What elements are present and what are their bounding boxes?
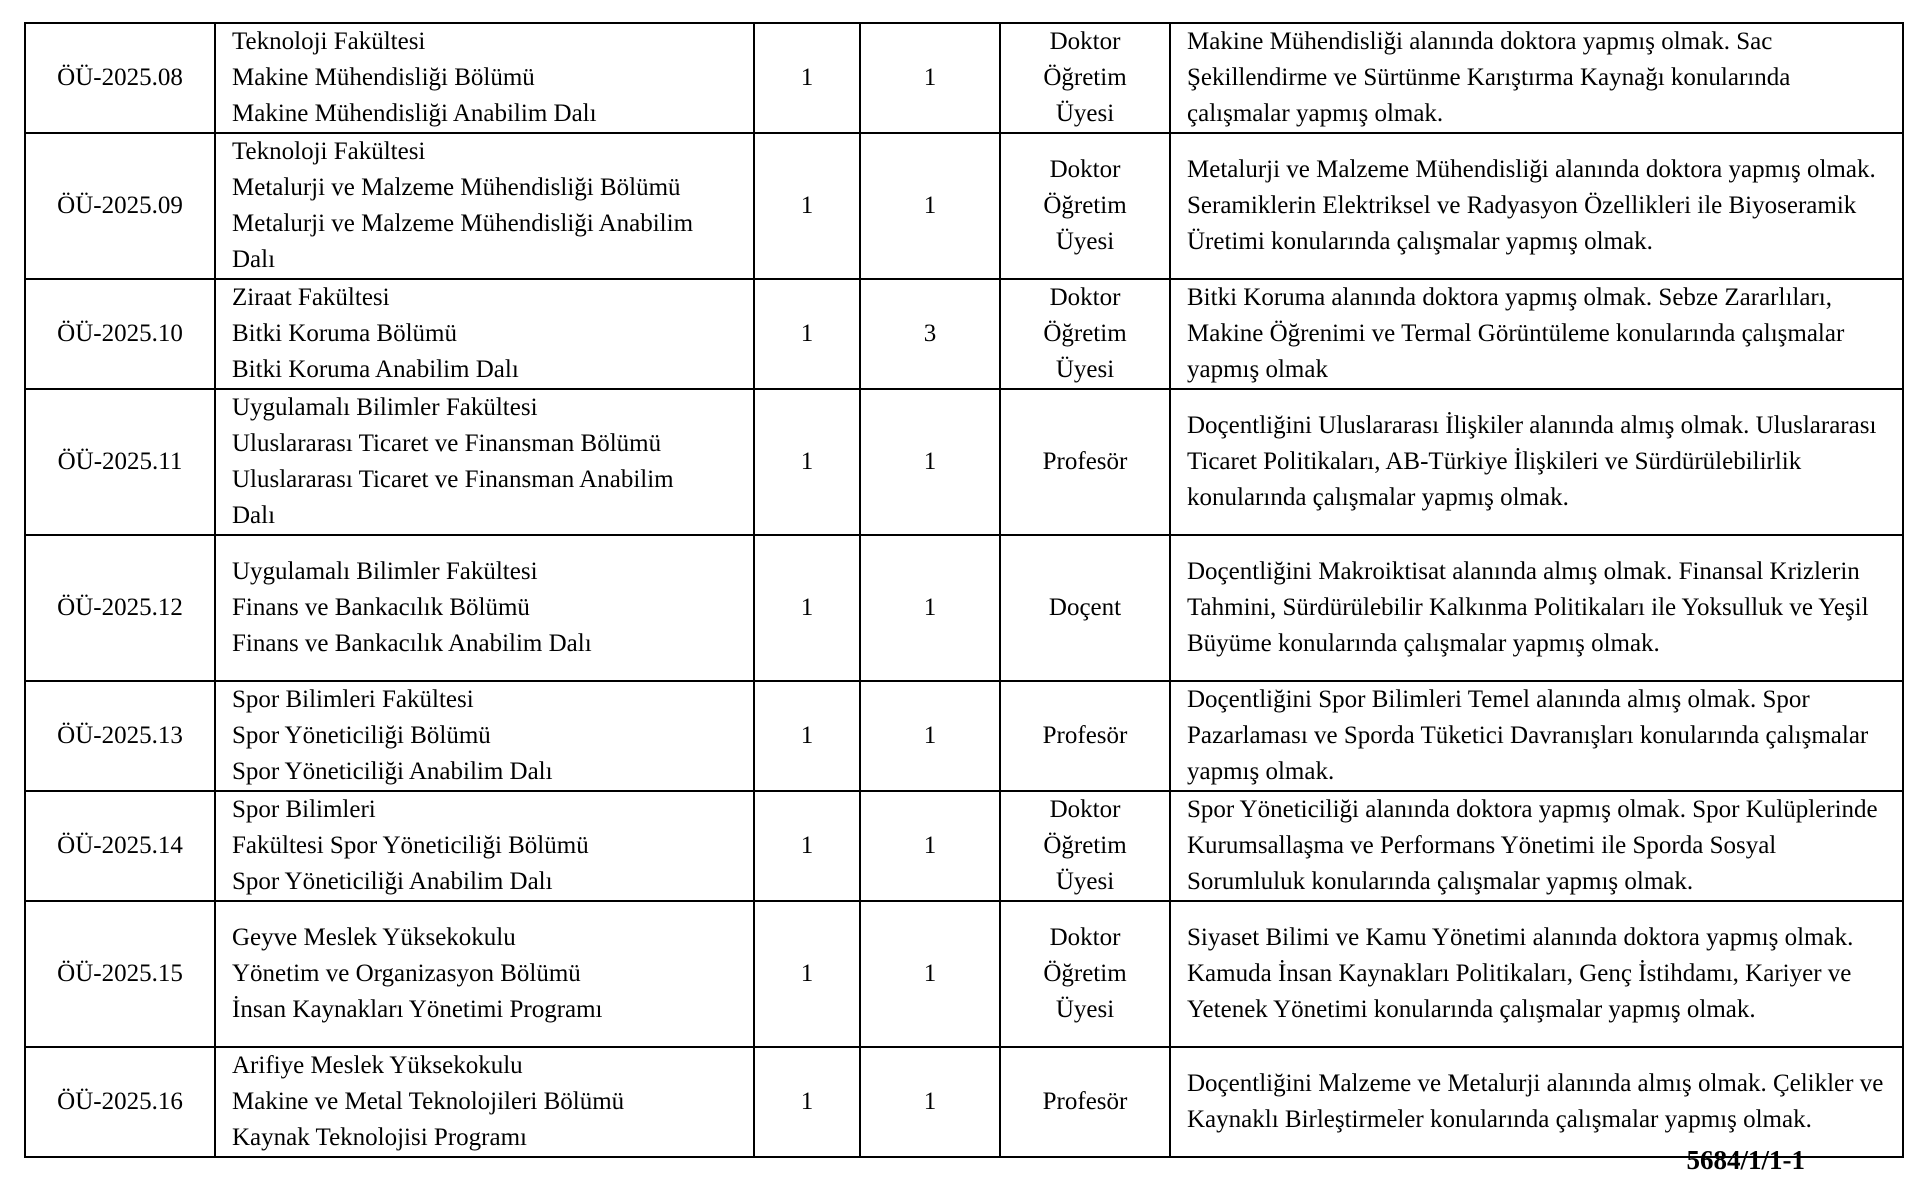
academic-unit-line: Spor Bilimleri Fakültesi	[232, 686, 474, 713]
academic-unit	[215, 791, 754, 901]
academic-unit	[215, 901, 754, 1047]
position-title	[1000, 389, 1170, 535]
academic-unit-line: Bitki Koruma Bölümü	[232, 320, 457, 347]
academic-unit	[215, 133, 754, 279]
page-number: 5684/1/1-1	[1686, 1145, 1805, 1175]
table-row	[25, 791, 1903, 901]
table-row	[25, 535, 1903, 681]
requirements	[1170, 279, 1903, 389]
academic-unit-line: Teknoloji Fakültesi	[232, 28, 426, 55]
academic-unit	[215, 23, 754, 133]
position-title	[1000, 535, 1170, 681]
academic-unit-line: Spor Yöneticiliği Bölümü	[232, 722, 491, 749]
academic-unit	[215, 1047, 754, 1157]
position-title	[1000, 279, 1170, 389]
requirements	[1170, 791, 1903, 901]
requirements-text: Doçentliğini Spor Bilimleri Temel alanında almış olmak. Spor Pazarlaması ve Sporda Tüketici Davranışları konularında çalışmalar yapmış olmak.	[1187, 686, 1869, 785]
position-count: 1	[754, 133, 860, 279]
position-degree: 1	[860, 389, 1000, 535]
requirements	[1170, 901, 1903, 1047]
position-degree: 1	[860, 1047, 1000, 1157]
position-title	[1000, 681, 1170, 791]
position-title	[1000, 791, 1170, 901]
requirements	[1170, 1047, 1903, 1157]
academic-unit-line: Arifiye Meslek Yüksekokulu	[232, 1052, 523, 1079]
position-code: ÖÜ-2025.13	[25, 681, 215, 791]
position-code: ÖÜ-2025.15	[25, 901, 215, 1047]
position-title-line: Doçent	[1048, 594, 1122, 621]
position-title-line: Profesör	[1042, 1088, 1128, 1115]
positions-table	[24, 22, 1904, 1158]
position-code: ÖÜ-2025.16	[25, 1047, 215, 1157]
table-row	[25, 23, 1903, 133]
position-title-line: Öğretim	[1043, 192, 1127, 219]
table-row	[25, 133, 1903, 279]
position-title-line: Doktor	[1049, 796, 1121, 823]
position-title-line: Öğretim	[1043, 64, 1127, 91]
academic-unit-line: Uygulamalı Bilimler Fakültesi	[232, 558, 538, 585]
table-row	[25, 389, 1903, 535]
academic-unit-line: Uluslararası Ticaret ve Finansman Anabilim	[232, 466, 674, 493]
position-code: ÖÜ-2025.11	[25, 389, 215, 535]
academic-unit-line: Spor Yöneticiliği Anabilim Dalı	[232, 758, 553, 785]
academic-unit-line: Makine ve Metal Teknolojileri Bölümü	[232, 1088, 625, 1115]
position-title-line: Doktor	[1049, 156, 1121, 183]
position-title-line: Profesör	[1042, 448, 1128, 475]
academic-unit-line: Dalı	[232, 502, 276, 529]
table-row	[25, 681, 1903, 791]
requirements-text: Bitki Koruma alanında doktora yapmış olmak. Sebze Zararlıları, Makine Öğrenimi ve Termal Görüntüleme konularında çalışmalar yapmış olmak	[1187, 284, 1845, 383]
academic-unit-line: Ziraat Fakültesi	[232, 284, 390, 311]
position-degree: 1	[860, 681, 1000, 791]
position-degree: 1	[860, 23, 1000, 133]
academic-unit-line: İnsan Kaynakları Yönetimi Programı	[232, 996, 603, 1023]
position-count: 1	[754, 535, 860, 681]
position-title	[1000, 901, 1170, 1047]
academic-unit	[215, 535, 754, 681]
position-degree: 1	[860, 535, 1000, 681]
position-title-line: Doktor	[1049, 28, 1121, 55]
requirements-text: Siyaset Bilimi ve Kamu Yönetimi alanında doktora yapmış olmak. Kamuda İnsan Kaynakları Politikaları, Genç İstihdamı, Kariyer ve Yetenek Yönetimi konularında çalışmalar yapmış olmak.	[1187, 924, 1854, 1023]
academic-unit-line: Spor Yöneticiliği Anabilim Dalı	[232, 868, 553, 895]
academic-unit-line: Finans ve Bankacılık Anabilim Dalı	[232, 630, 592, 657]
position-title-line: Doktor	[1049, 284, 1121, 311]
position-code: ÖÜ-2025.09	[25, 133, 215, 279]
position-title-line: Öğretim	[1043, 832, 1127, 859]
requirements	[1170, 133, 1903, 279]
requirements-text: Spor Yöneticiliği alanında doktora yapmış olmak. Spor Kulüplerinde Kurumsallaşma ve Performans Yönetimi ile Sporda Sosyal Sorumluluk konularında çalışmalar yapmış olmak.	[1187, 796, 1878, 895]
position-degree: 1	[860, 901, 1000, 1047]
position-title	[1000, 23, 1170, 133]
requirements	[1170, 23, 1903, 133]
position-count: 1	[754, 901, 860, 1047]
position-code: ÖÜ-2025.10	[25, 279, 215, 389]
requirements-text: Doçentliğini Malzeme ve Metalurji alanında almış olmak. Çelikler ve Kaynaklı Birleştirmeler konularında çalışmalar yapmış olmak.	[1187, 1070, 1884, 1133]
requirements	[1170, 389, 1903, 535]
position-degree: 1	[860, 133, 1000, 279]
academic-unit-line: Teknoloji Fakültesi	[232, 138, 426, 165]
academic-unit-line: Kaynak Teknolojisi Programı	[232, 1124, 527, 1151]
requirements	[1170, 681, 1903, 791]
position-title-line: Öğretim	[1043, 320, 1127, 347]
position-title-line: Öğretim	[1043, 960, 1127, 987]
academic-unit-line: Makine Mühendisliği Anabilim Dalı	[232, 100, 597, 127]
position-title-line: Üyesi	[1055, 868, 1115, 895]
position-count: 1	[754, 279, 860, 389]
table-row	[25, 1047, 1903, 1157]
requirements-text: Makine Mühendisliği alanında doktora yapmış olmak. Sac Şekillendirme ve Sürtünme Karıştırma Kaynağı konularında çalışmalar yapmış olmak.	[1187, 28, 1791, 127]
requirements	[1170, 535, 1903, 681]
position-count: 1	[754, 791, 860, 901]
position-count: 1	[754, 23, 860, 133]
position-title-line: Profesör	[1042, 722, 1128, 749]
academic-unit	[215, 681, 754, 791]
position-title	[1000, 1047, 1170, 1157]
position-code: ÖÜ-2025.12	[25, 535, 215, 681]
position-degree: 3	[860, 279, 1000, 389]
academic-unit-line: Fakültesi Spor Yöneticiliği Bölümü	[232, 832, 589, 859]
position-title-line: Üyesi	[1055, 228, 1115, 255]
academic-unit-line: Dalı	[232, 246, 276, 273]
table-row	[25, 279, 1903, 389]
table-row	[25, 901, 1903, 1047]
academic-unit-line: Metalurji ve Malzeme Mühendisliği Bölümü	[232, 174, 681, 201]
academic-unit-line: Yönetim ve Organizasyon Bölümü	[232, 960, 581, 987]
requirements-text: Metalurji ve Malzeme Mühendisliği alanında doktora yapmış olmak. Seramiklerin Elektriksel ve Radyasyon Özellikleri ile Biyoseramik Üretimi konularında çalışmalar yapmış olmak.	[1187, 156, 1876, 255]
requirements-text: Doçentliğini Makroiktisat alanında almış olmak. Finansal Krizlerin Tahmini, Sürdürülebilir Kalkınma Politikaları ile Yoksulluk ve Yeşil Büyüme konularında çalışmalar yapmış olmak.	[1187, 558, 1869, 657]
academic-unit-line: Uluslararası Ticaret ve Finansman Bölümü	[232, 430, 662, 457]
requirements-text: Doçentliğini Uluslararası İlişkiler alanında almış olmak. Uluslararası Ticaret Politikaları, AB-Türkiye İlişkileri ve Sürdürülebilirlik konularında çalışmalar yapmış olmak.	[1187, 412, 1877, 511]
position-count: 1	[754, 681, 860, 791]
position-title-line: Doktor	[1049, 924, 1121, 951]
position-title-line: Üyesi	[1055, 996, 1115, 1023]
position-code: ÖÜ-2025.08	[25, 23, 215, 133]
academic-unit-line: Uygulamalı Bilimler Fakültesi	[232, 394, 538, 421]
academic-unit-line: Metalurji ve Malzeme Mühendisliği Anabilim	[232, 210, 694, 237]
academic-unit-line: Finans ve Bankacılık Bölümü	[232, 594, 530, 621]
position-title	[1000, 133, 1170, 279]
position-degree: 1	[860, 791, 1000, 901]
academic-unit-line: Bitki Koruma Anabilim Dalı	[232, 356, 519, 383]
academic-unit-line: Spor Bilimleri	[232, 796, 376, 823]
academic-unit-line: Makine Mühendisliği Bölümü	[232, 64, 535, 91]
position-count: 1	[754, 389, 860, 535]
positions-table-body	[25, 23, 1903, 1157]
position-code: ÖÜ-2025.14	[25, 791, 215, 901]
academic-unit	[215, 279, 754, 389]
academic-unit-line: Geyve Meslek Yüksekokulu	[232, 924, 516, 951]
academic-unit	[215, 389, 754, 535]
position-title-line: Üyesi	[1055, 356, 1115, 383]
position-title-line: Üyesi	[1055, 100, 1115, 127]
position-count: 1	[754, 1047, 860, 1157]
